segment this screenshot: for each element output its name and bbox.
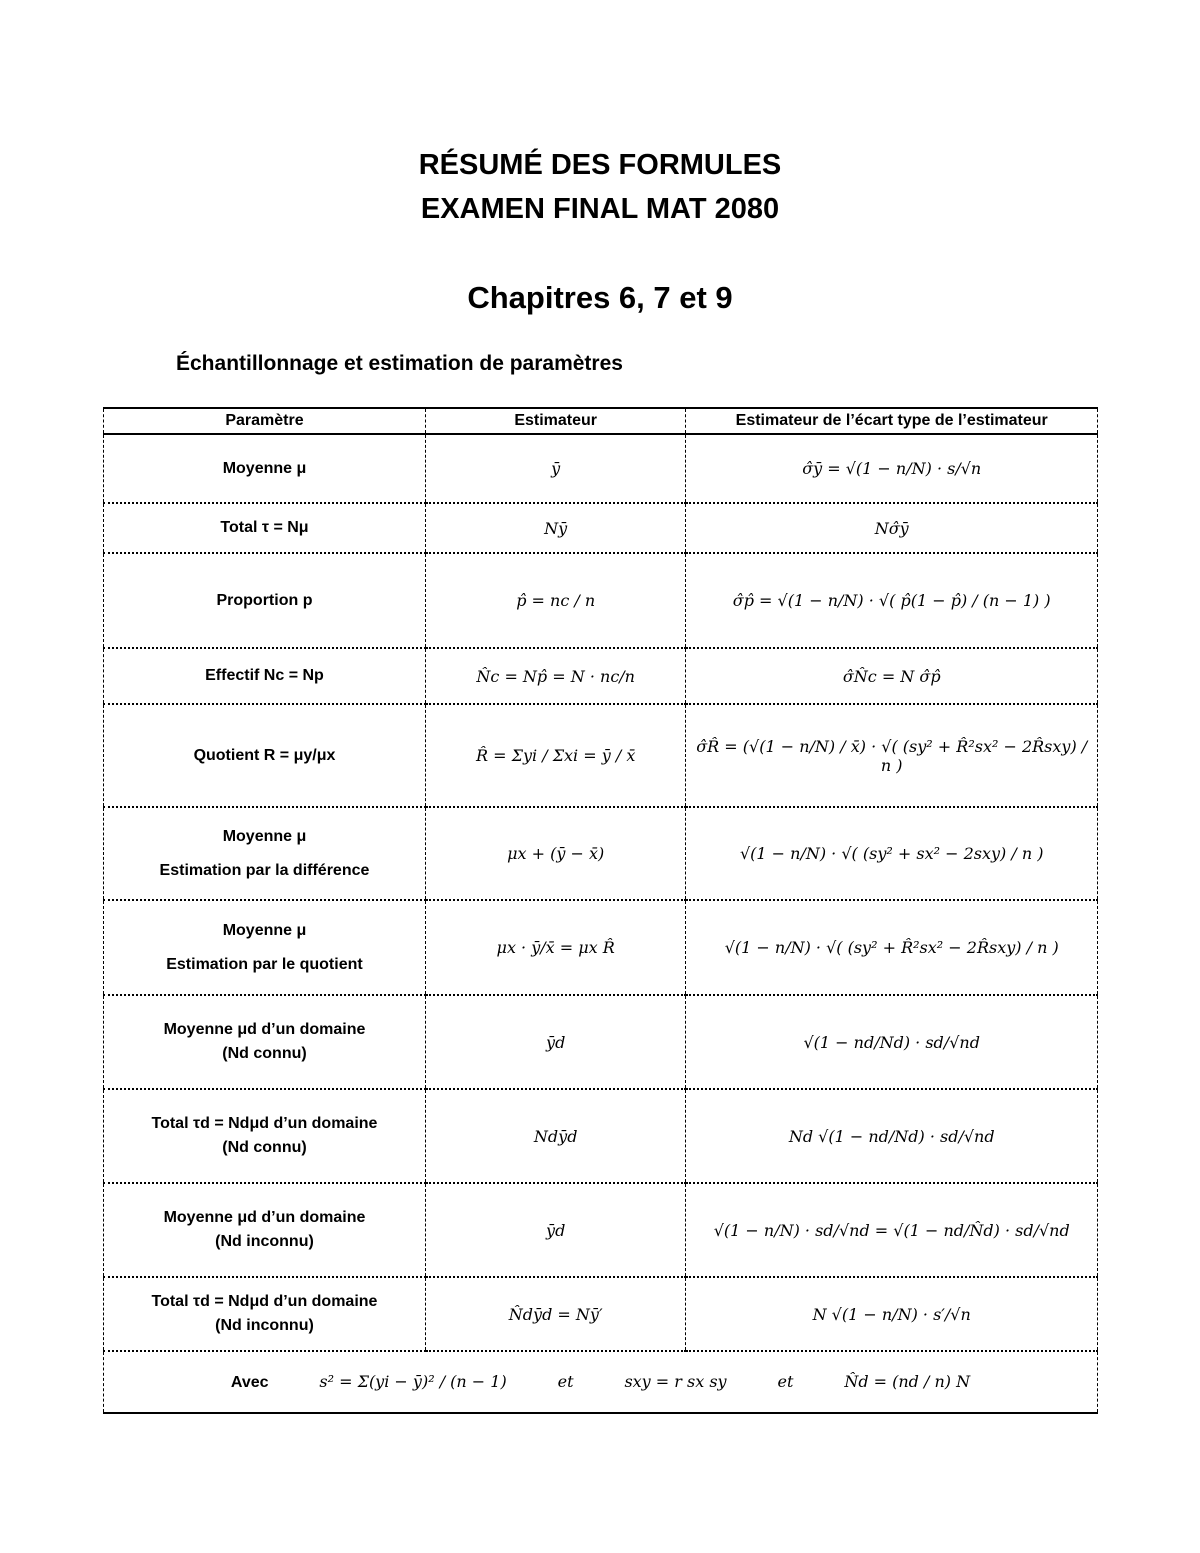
std-error-cell: N √(1 − n/N) · s′/√n xyxy=(686,1277,1098,1351)
estimator-cell: N̂dȳd = Nȳ′ xyxy=(425,1277,685,1351)
param-cell xyxy=(104,553,426,648)
table-row xyxy=(104,995,1098,1089)
table-row xyxy=(104,1183,1098,1277)
definitions-row xyxy=(104,1351,1098,1413)
formula-table xyxy=(103,407,1098,1414)
covariance-definition: sxy = r sx sy xyxy=(624,1372,727,1391)
column-header-parameter: Paramètre xyxy=(104,408,426,434)
domain-size-definition: N̂d = (nd / n) N xyxy=(844,1372,971,1391)
estimator-cell: μx + (ȳ − x̄) xyxy=(425,807,685,900)
param-label: Effectif Nc = Np xyxy=(205,667,324,684)
estimator-cell: ȳd xyxy=(425,995,685,1089)
table-header-row xyxy=(104,408,1098,434)
table-row xyxy=(104,1277,1098,1351)
table-row xyxy=(104,503,1098,553)
param-cell xyxy=(104,503,426,553)
std-error-cell: Nσ̂ȳ xyxy=(686,503,1098,553)
param-cell xyxy=(104,1277,426,1351)
variance-definition: s² = Σ(yi − ȳ)² / (n − 1) xyxy=(319,1372,507,1391)
std-error-cell: √(1 − nd/Nd) · sd/√nd xyxy=(686,995,1098,1089)
estimator-cell: Ndȳd xyxy=(425,1089,685,1183)
param-cell xyxy=(104,648,426,704)
param-cell xyxy=(104,1089,426,1183)
estimator-cell: ȳd xyxy=(425,1183,685,1277)
table-row xyxy=(104,553,1098,648)
param-cell xyxy=(104,995,426,1089)
column-header-estimator: Estimateur xyxy=(425,408,685,434)
param-label: Moyenne μ xyxy=(222,459,307,477)
param-sublabel: Estimation par le quotient xyxy=(166,955,363,973)
estimator-cell: Nȳ xyxy=(425,503,685,553)
table-row xyxy=(104,434,1098,503)
param-label: Total τ = Nμ xyxy=(220,519,309,536)
std-error-cell: Nd √(1 − nd/Nd) · sd/√nd xyxy=(686,1089,1098,1183)
title-line-1: RÉSUMÉ DES FORMULES xyxy=(418,149,782,181)
section-heading: Échantillonnage et estimation de paramètres xyxy=(176,352,623,375)
table-row xyxy=(104,900,1098,995)
avec-label: Avec xyxy=(230,1374,269,1391)
param-label: Quotient R = μy/μx xyxy=(193,746,336,764)
param-label: Total τd = Ndμd d’un domaine xyxy=(151,1115,378,1132)
param-cell xyxy=(104,900,426,995)
std-error-cell: √(1 − n/N) · sd/√nd = √(1 − nd/N̂d) · sd/√nd xyxy=(686,1183,1098,1277)
std-error-cell: σ̂p̂ = √(1 − n/N) · √( p̂(1 − p̂) / (n − 1) ) xyxy=(686,553,1098,648)
param-label: Moyenne μd d’un domaine xyxy=(163,1021,366,1038)
chapters-heading: Chapitres 6, 7 et 9 xyxy=(467,280,733,315)
param-label: Moyenne μd d’un domaine xyxy=(163,1209,366,1226)
title-line-2: EXAMEN FINAL MAT 2080 xyxy=(420,193,780,225)
param-sublabel: (Nd inconnu) xyxy=(215,1233,314,1250)
estimator-cell: N̂c = Np̂ = N · nc/n xyxy=(425,648,685,704)
param-label: Proportion p xyxy=(216,591,313,609)
param-cell xyxy=(104,807,426,900)
std-error-cell: σ̂ȳ = √(1 − n/N) · s/√n xyxy=(686,434,1098,503)
estimator-cell: ȳ xyxy=(425,434,685,503)
estimator-cell: R̂ = Σyi / Σxi = ȳ / x̄ xyxy=(425,704,685,807)
param-label: Moyenne μ xyxy=(222,921,307,939)
param-label: Total τd = Ndμd d’un domaine xyxy=(151,1293,378,1310)
table-row xyxy=(104,1089,1098,1183)
std-error-cell: σ̂R̂ = (√(1 − n/N) / x̄) · √( (sy² + R̂²sx² − 2R̂sxy) / n ) xyxy=(686,704,1098,807)
estimator-cell: μx · ȳ/x̄ = μx R̂ xyxy=(425,900,685,995)
param-cell xyxy=(104,704,426,807)
param-sublabel: (Nd connu) xyxy=(222,1045,307,1062)
et-label-2: et xyxy=(777,1372,794,1391)
param-sublabel: (Nd inconnu) xyxy=(215,1317,314,1334)
param-sublabel: (Nd connu) xyxy=(222,1139,307,1156)
estimator-cell: p̂ = nc / n xyxy=(425,553,685,648)
column-header-std-error: Estimateur de l’écart type de l’estimateur xyxy=(686,408,1098,434)
std-error-cell: √(1 − n/N) · √( (sy² + sx² − 2sxy) / n ) xyxy=(686,807,1098,900)
std-error-cell: √(1 − n/N) · √( (sy² + R̂²sx² − 2R̂sxy) / n ) xyxy=(686,900,1098,995)
definitions-cell xyxy=(104,1351,1098,1413)
param-label: Moyenne μ xyxy=(222,827,307,845)
param-cell xyxy=(104,434,426,503)
table-row xyxy=(104,704,1098,807)
et-label-1: et xyxy=(557,1372,574,1391)
param-cell xyxy=(104,1183,426,1277)
param-sublabel: Estimation par la différence xyxy=(159,861,370,879)
table-row xyxy=(104,648,1098,704)
table-row xyxy=(104,807,1098,900)
std-error-cell: σ̂N̂c = N σ̂p̂ xyxy=(686,648,1098,704)
